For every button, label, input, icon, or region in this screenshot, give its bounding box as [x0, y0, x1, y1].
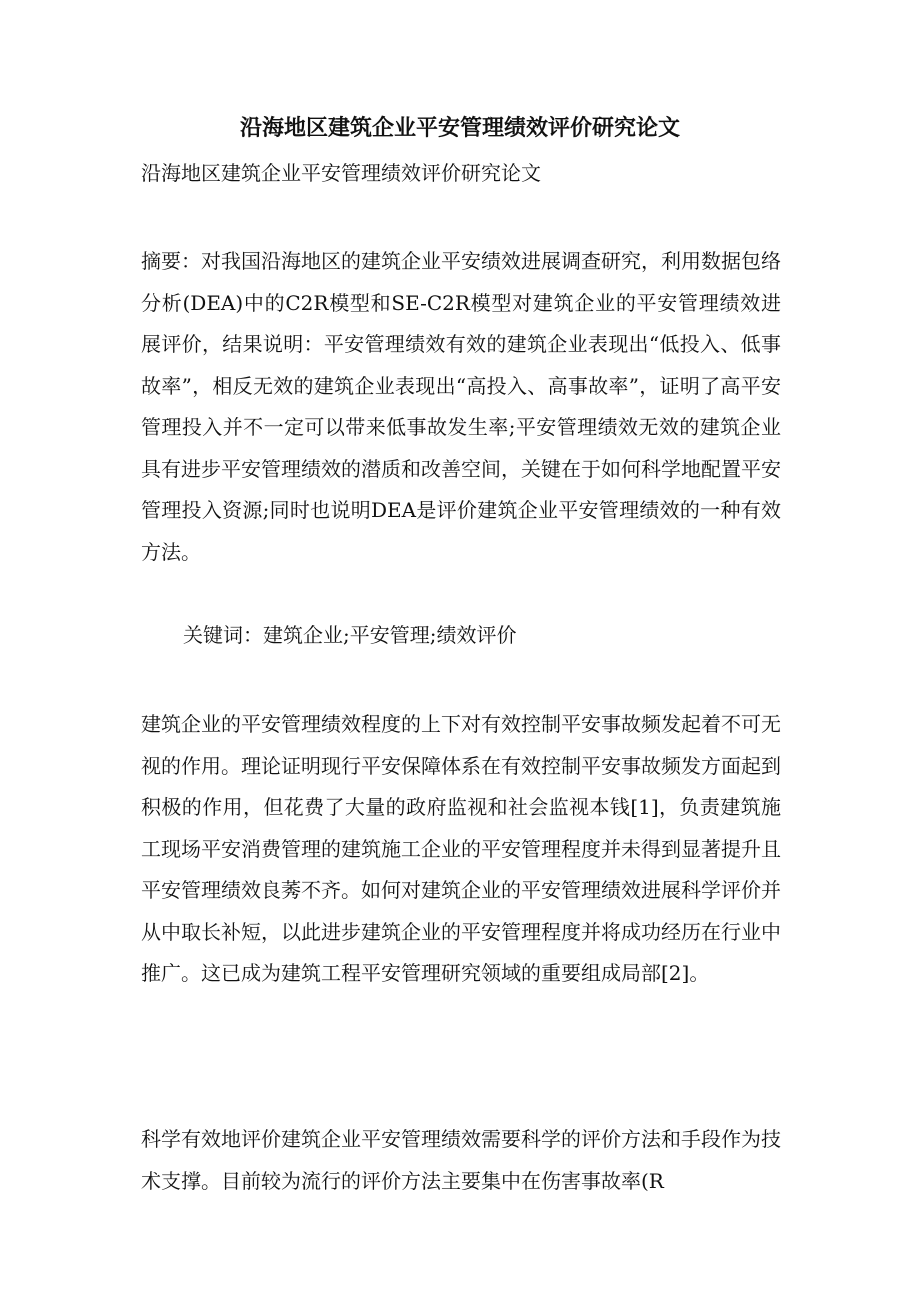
keywords-line: 关键词：建筑企业;平安管理;绩效评价 [183, 623, 517, 647]
abstract-paragraph: 摘要：对我国沿海地区的建筑企业平安绩效进展调查研究，利用数据包络分析(DEA)中的C2R模型和SE-C2R模型对建筑企业的平安管理绩效进展评价，结果说明：平安管理绩效有效的建筑企业表现出“低投入、低事故率”，相反无效的建筑企业表现出“高投入、高事故率”，证明了高平安管理投入并不一定可以带来低事故发生率;平安管理绩效无效的建筑企业具有进步平安管理绩效的潜质和改善空间，关键在于如何科学地配置平安管理投入资源;同时也说明DEA是评价建筑企业平安管理绩效的一种有效方法。 [141, 249, 781, 564]
document-title: 沿海地区建筑企业平安管理绩效评价研究论文 [239, 115, 680, 141]
document-subtitle: 沿海地区建筑企业平安管理绩效评价研究论文 [141, 161, 541, 185]
body-paragraph-2: 科学有效地评价建筑企业平安管理绩效需要科学的评价方法和手段作为技术支撑。目前较为流行的评价方法主要集中在伤害事故率(R [141, 1127, 781, 1193]
body-paragraph-1: 建筑企业的平安管理绩效程度的上下对有效控制平安事故频发起着不可无视的作用。理论证明现行平安保障体系在有效控制平安事故频发方面起到积极的作用，但花费了大量的政府监视和社会监视本钱[1]，负责建筑施工现场平安消费管理的建筑施工企业的平安管理程度并未得到显著提升且平安管理绩效良莠不齐。如何对建筑企业的平安管理绩效进展科学评价并从中取长补短，以此进步建筑企业的平安管理程度并将成功经历在行业中推广。这已成为建筑工程平安管理研究领域的重要组成局部[2]。 [141, 712, 781, 985]
